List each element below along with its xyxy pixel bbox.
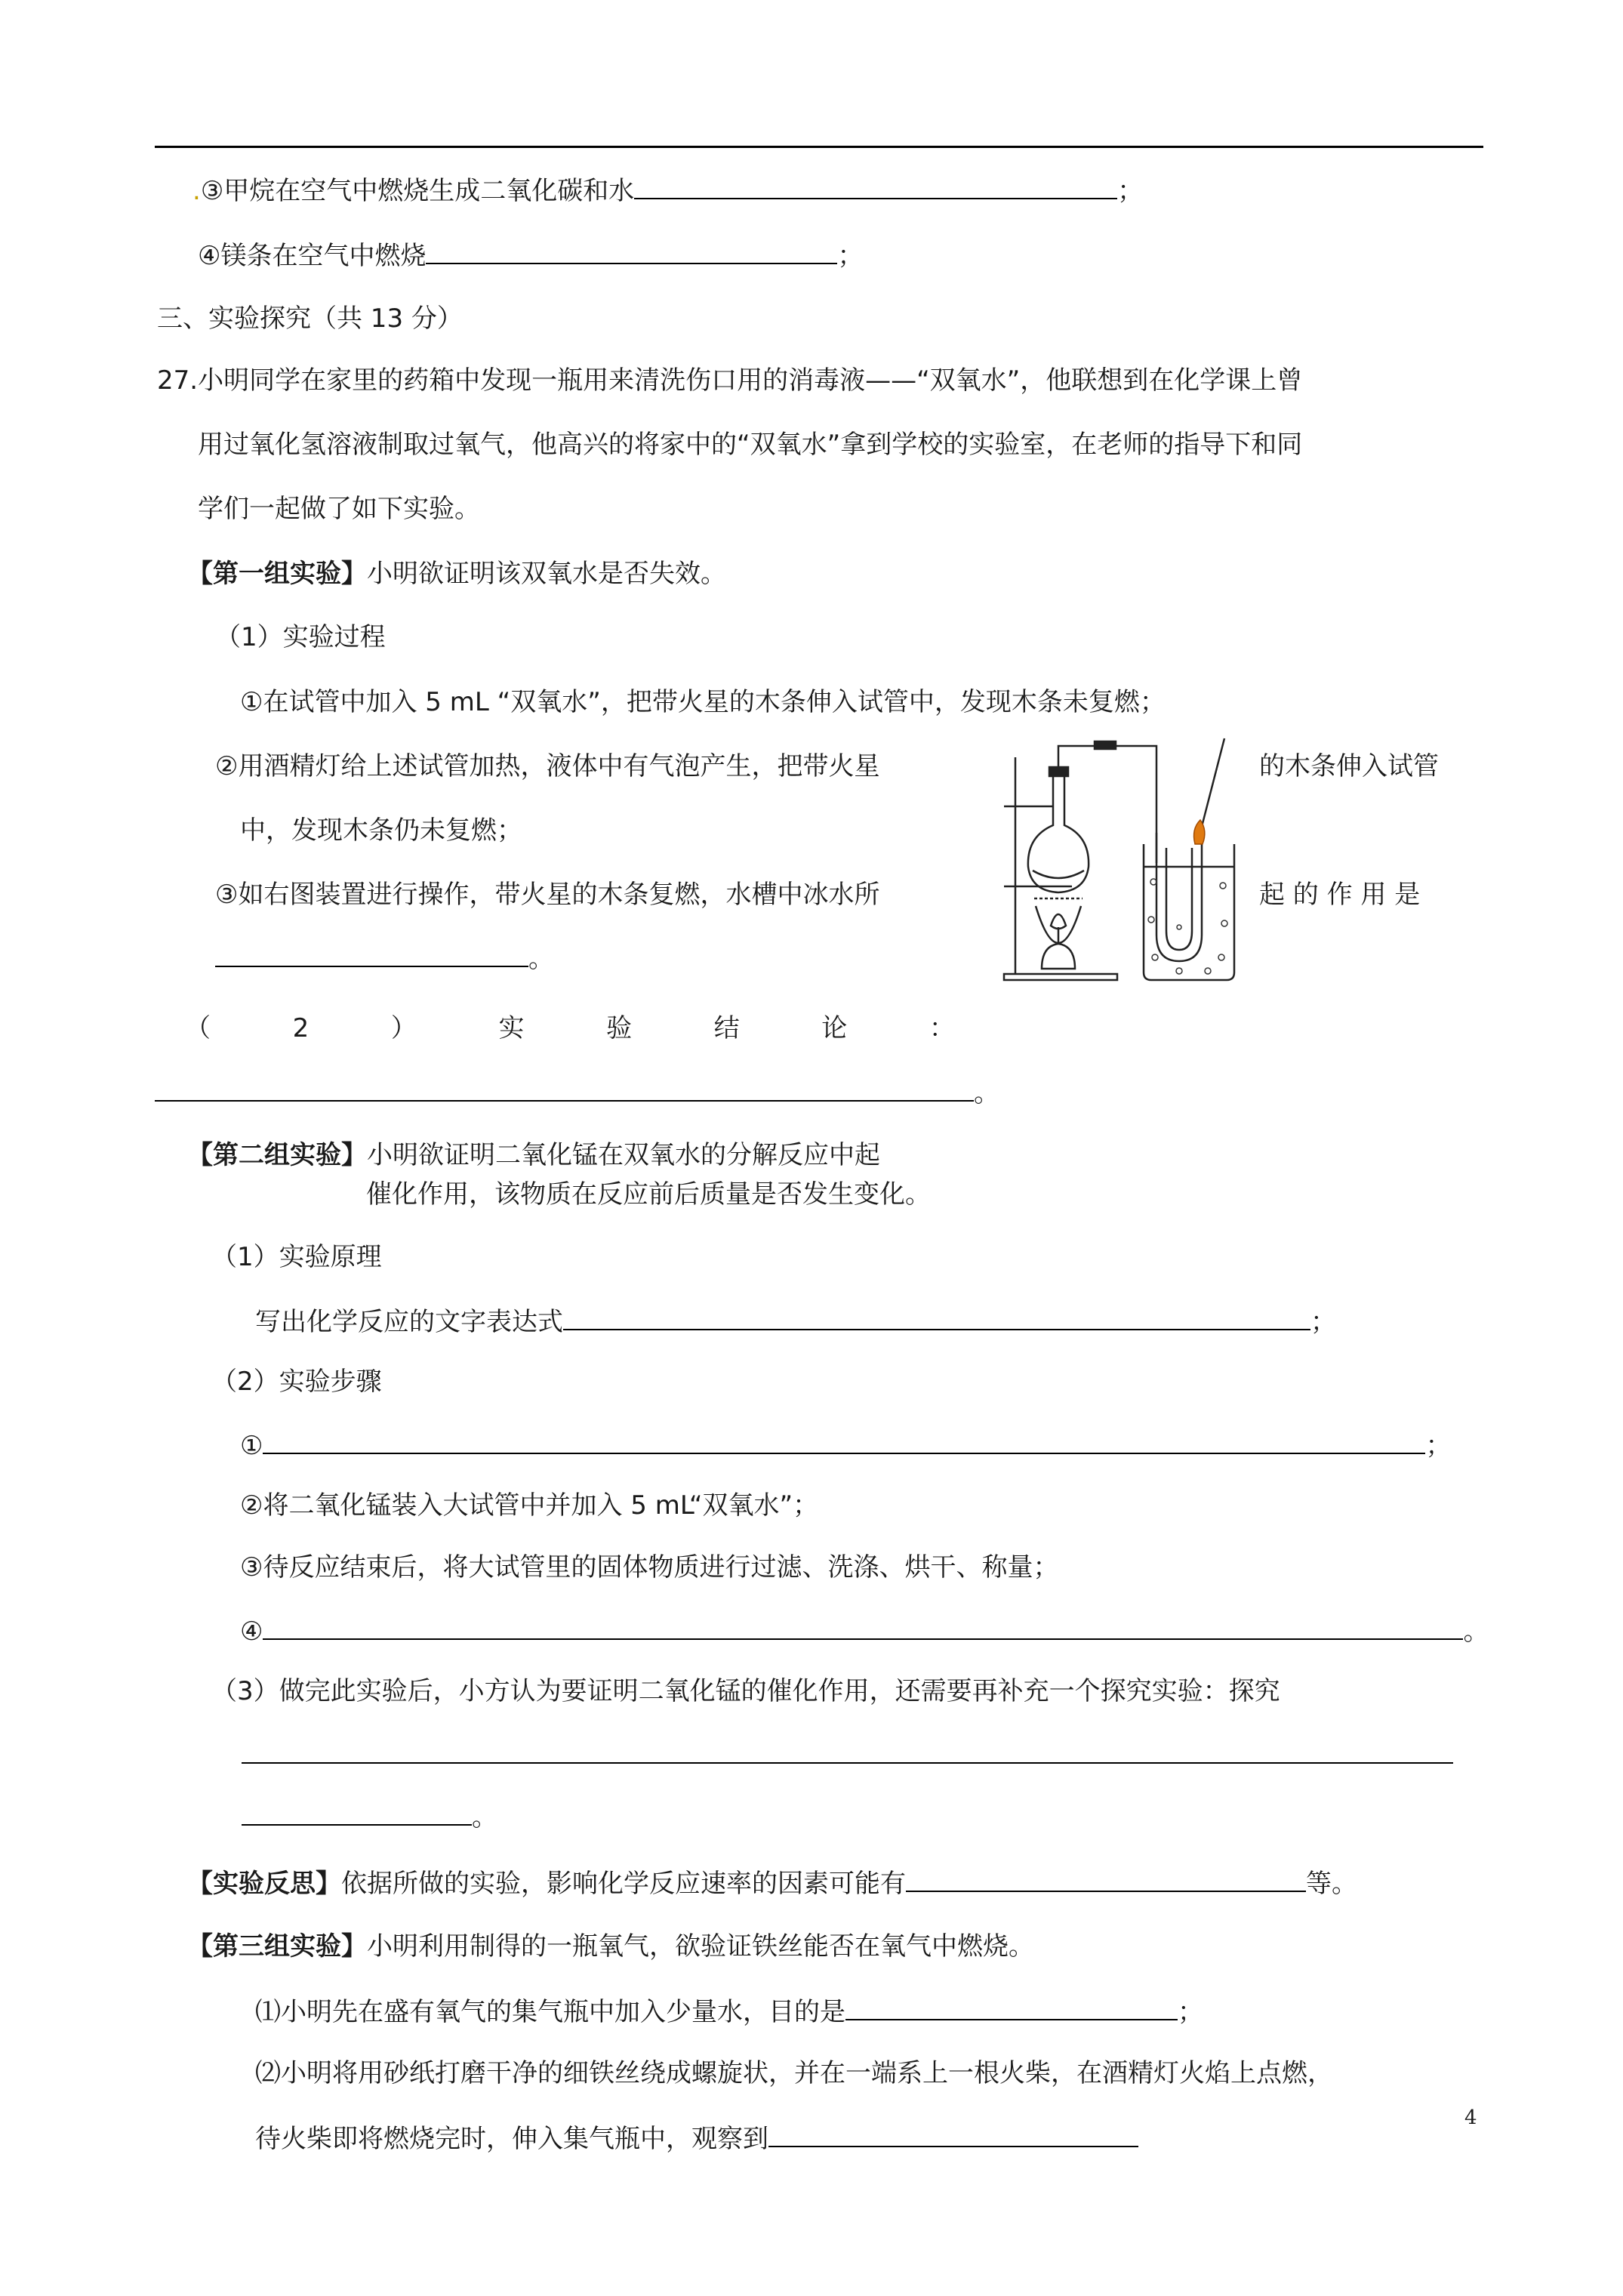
u-tube-inner	[1166, 848, 1192, 950]
group3-heading: 【第三组实验】小明利用制得的一瓶氧气，欲验证铁丝能否在氧气中燃烧。	[187, 1931, 1034, 1962]
group1-step3-right: 起 的 作 用 是	[1259, 880, 1421, 910]
stand-base	[1004, 974, 1117, 980]
group1-step3-left: ③如右图装置进行操作，带火星的木条复燃，水槽中冰水所	[215, 880, 880, 910]
conclusion-label: （ 2 ） 实 验 结 论 ：	[185, 1013, 955, 1043]
q27-line-3: 学们一起做了如下实验。	[198, 494, 480, 524]
answer-blank[interactable]	[906, 1865, 1306, 1892]
u-tube	[1156, 833, 1202, 961]
group3-step2: ⑵小明将用砂纸打磨干净的细铁丝绕成螺旋状，并在一端系上一根火柴，在酒精灯火焰上点燃，	[255, 2058, 1333, 2088]
reflection: 【实验反思】依据所做的实验，影响化学反应速率的因素可能有 等。	[187, 1865, 1357, 1900]
group2-heading: 【第二组实验】小明欲证明二氧化锰在双氧水的分解反应中起	[187, 1140, 880, 1170]
group2-principle: （1）实验原理	[211, 1242, 382, 1272]
apparatus-diagram	[981, 731, 1253, 995]
answer-blank[interactable]	[563, 1303, 1310, 1330]
stray-mark: .	[192, 176, 201, 206]
group2-step4: ④ 。	[240, 1613, 1489, 1648]
group2-steps: （2）实验步骤	[211, 1367, 382, 1397]
answer-blank[interactable]	[426, 237, 837, 264]
answer-blank[interactable]	[768, 2120, 1138, 2147]
answer-blank[interactable]	[263, 1427, 1425, 1454]
page-number: 4	[1464, 2106, 1477, 2129]
group2-step3: ③待反应结束后，将大试管里的固体物质进行过滤、洗涤、烘干、称量；	[240, 1552, 1059, 1583]
group3-step2-cont: 待火柴即将燃烧完时，伸入集气瓶中，观察到	[255, 2120, 1138, 2156]
supplement-answer-1	[242, 1737, 1453, 1772]
group2-step2: ②将二氧化锰装入大试管中并加入 5 mL“双氧水”；	[240, 1490, 819, 1521]
answer-blank[interactable]	[242, 1737, 1453, 1764]
group2-step1: ① ；	[240, 1427, 1451, 1462]
group2-supplement: （3）做完此实验后，小方认为要证明二氧化锰的催化作用，还需要再补充一个探究实验：探究	[211, 1676, 1280, 1706]
supplement-answer-2: 。	[242, 1798, 497, 1834]
group1-step1: ①在试管中加入 5 mL “双氧水”，把带火星的木条伸入试管中，发现木条未复燃；	[240, 687, 1166, 717]
line-methane: .③甲烷在空气中燃烧生成二氧化碳和水 ；	[192, 172, 1143, 208]
rubber-joint	[1095, 741, 1116, 749]
flask-liquid	[1033, 871, 1084, 878]
delivery-tube	[1058, 746, 1156, 863]
group2-principle-text: 写出化学反应的文字表达式 ；	[255, 1303, 1336, 1339]
q27-line-1: 27.小明同学在家里的药箱中发现一瓶用来清洗伤口用的消毒液——“双氧水”，他联想到在化学课上曾	[157, 365, 1303, 396]
group1-step2-right: 的木条伸入试管	[1259, 751, 1439, 781]
stopper	[1049, 767, 1068, 776]
answer-blank[interactable]	[215, 940, 528, 967]
q27-line-2: 用过氧化氢溶液制取过氧气，他高兴的将家中的“双氧水”拿到学校的实验室，在老师的指导下和同	[198, 430, 1303, 460]
line-magnesium: ④镁条在空气中燃烧 ；	[198, 237, 863, 273]
answer-blank[interactable]	[634, 172, 1117, 199]
alcohol-lamp	[1042, 944, 1075, 969]
group1-process: （1）实验过程	[215, 622, 386, 652]
group1-step2-left: ②用酒精灯给上述试管加热，液体中有气泡产生，把带火星	[215, 751, 880, 781]
group1-step2-cont: 中，发现木条仍未复燃；	[240, 815, 522, 846]
round-flask	[1028, 772, 1089, 892]
conclusion-answer: 。	[155, 1074, 999, 1110]
group1-heading: 【第一组实验】小明欲证明该双氧水是否失效。	[187, 559, 726, 589]
answer-blank[interactable]	[263, 1613, 1463, 1640]
section-heading: 三、实验探究（共 13 分）	[157, 304, 463, 334]
answer-blank[interactable]	[155, 1074, 974, 1102]
lamp-flame	[1051, 914, 1066, 929]
group1-step3-answer: 。	[215, 940, 554, 975]
group3-step1: ⑴小明先在盛有氧气的集气瓶中加入少量水，目的是 ；	[255, 1993, 1203, 2029]
header-rule	[155, 146, 1483, 148]
group2-heading-cont: 催化作用，该物质在反应前后质量是否发生变化。	[366, 1179, 931, 1210]
answer-blank[interactable]	[845, 1993, 1178, 2020]
answer-blank[interactable]	[242, 1798, 472, 1826]
